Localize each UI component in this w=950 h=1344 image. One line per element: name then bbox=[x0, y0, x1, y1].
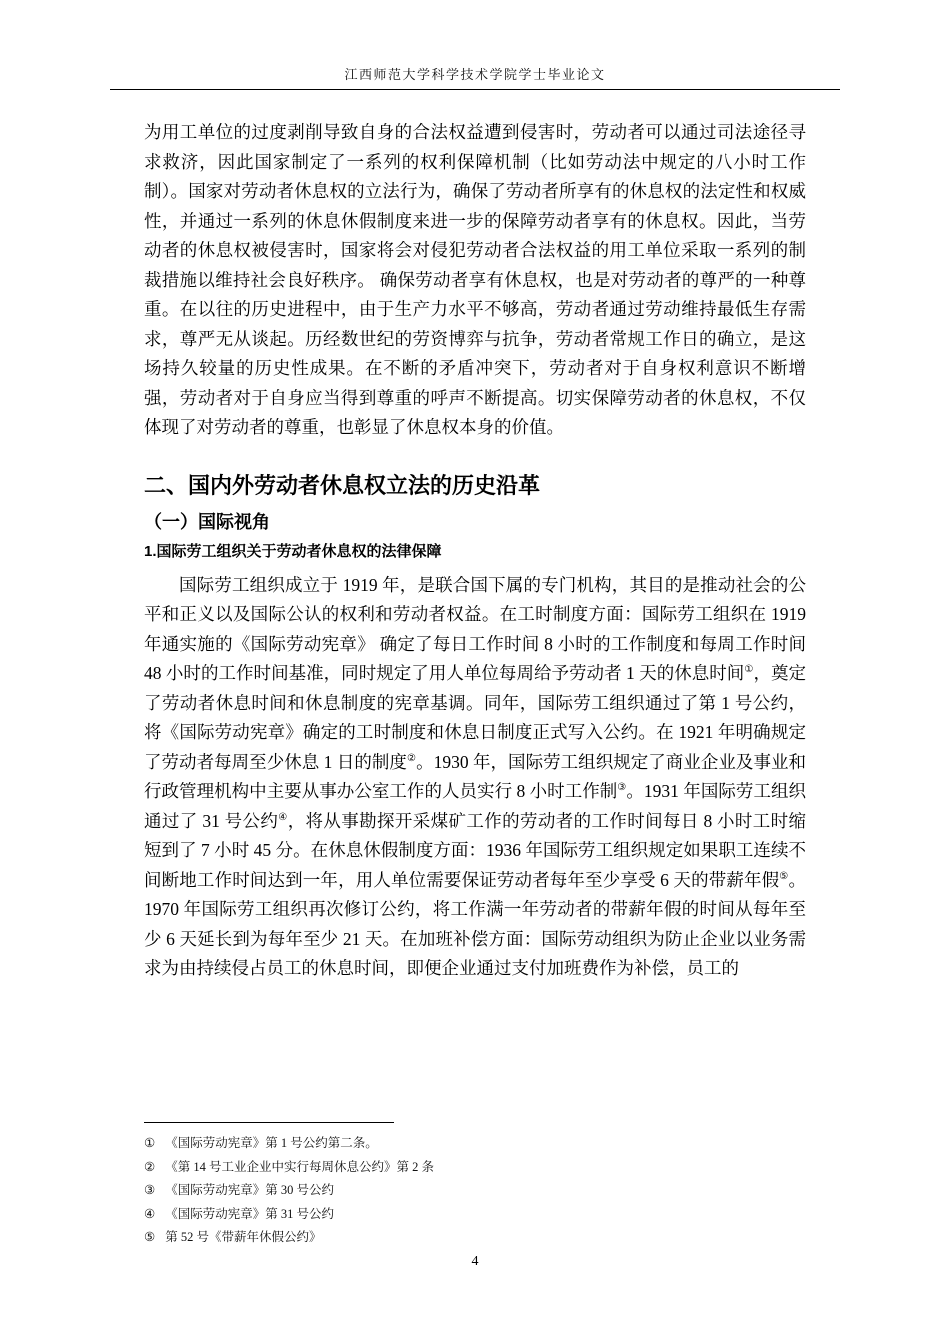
point-heading: 1.国际劳工组织关于劳动者休息权的法律保障 bbox=[144, 542, 442, 560]
page-content bbox=[144, 118, 806, 984]
section-heading: 二、国内外劳动者休息权立法的历史沿革 bbox=[144, 472, 541, 498]
body-paragraph-ilo: 国际劳工组织成立于 1919 年，是联合国下属的专门机构，其目的是推动社会的公平和正义以及国际公认的权利和劳动者权益。在工时制度方面：国际劳工组织在 1919 年通实施的《国际劳动宪章》 确定了每日工作时间 8 小时的工作制度和每周工作时间 48 小时的工作时间基准，同时规定了用人单位每周给予劳动者 1 天的休息时间①，奠定了劳动者休息时间和休息制度的宪章基调。同年，国际劳工组织通过了第 1 号公约，将《国际劳动宪章》确定的工时制度和休息日制度正式写入公约。在 1921 年明确规定了劳动者每周至少休息 1 日的制度②。1930 年，国际劳工组织规定了商业企业及事业和行政管理机构中主要从事办公室工作的人员实行 8 小时工作制③。1931 年国际劳工组织通过了 31 号公约④，将从事勘探开采煤矿工作的劳动者的工作时间每日 8 小时工时缩短到了 7 小时 45 分。在休息休假制度方面：1936 年国际劳工组织规定如果职工连续不间断地工作时间达到一年，用人单位需要保证劳动者每年至少享受 6 天的带薪年假⑤。1970 年国际劳工组织再次修订公约，将工作满一年劳动者的带薪年假的时间从每年至少 6 天延长到为每年至少 21 天。在加班补偿方面：国际劳动组织为防止企业以业务需求为由持续侵占员工的休息时间，即便企业通过支付加班费作为补偿，员工的 bbox=[144, 574, 807, 978]
header-rule bbox=[110, 89, 840, 90]
page-header bbox=[110, 0, 840, 90]
footnote-marker: ① bbox=[144, 1136, 156, 1150]
header-title: 江西师范大学科学技术学院学士毕业论文 bbox=[344, 67, 606, 82]
footnote-item bbox=[144, 1203, 806, 1227]
footnote-text: 第 52 号《带薪年休假公约》 bbox=[165, 1230, 322, 1244]
footnote-item bbox=[144, 1156, 806, 1180]
footnote-item bbox=[144, 1226, 806, 1250]
footnote-separator-rule bbox=[144, 1122, 394, 1123]
subsection-heading: （一）国际视角 bbox=[144, 511, 270, 532]
footnote-text: 《国际劳动宪章》第 1 号公约第二条。 bbox=[165, 1136, 378, 1150]
footnote-marker: ③ bbox=[144, 1183, 156, 1197]
footnote-marker: ④ bbox=[144, 1206, 156, 1221]
footnote-text: 《第 14 号工业企业中实行每周休息公约》第 2 条 bbox=[165, 1159, 434, 1174]
footnotes-section bbox=[144, 1122, 806, 1250]
footnote-text: 《国际劳动宪章》第 31 号公约 bbox=[165, 1206, 334, 1221]
page-number: 4 bbox=[471, 1254, 479, 1269]
body-paragraph-continuation: 为用工单位的过度剥削导致自身的合法权益遭到侵害时，劳动者可以通过司法途径寻求救济，因此国家制定了一系列的权利保障机制（比如劳动法中规定的八小时工作制）。国家对劳动者休息权的立法行为，确保了劳动者所享有的休息权的法定性和权威性，并通过一系列的休息休假制度来进一步的保障劳动者享有的休息权。因此，当劳动者的休息权被侵害时，国家将会对侵犯劳动者合法权益的用工单位采取一系列的制裁措施以维持社会良好秩序。 确保劳动者享有休息权，也是对劳动者的尊严的一种尊重。在以往的历史进程中，由于生产力水平不够高，劳动者通过劳动维持最低生存需求，尊严无从谈起。历经数世纪的劳资博弈与抗争，劳动者常规工作日的确立，是这场持久较量的历史性成果。在不断的矛盾冲突下，劳动者对于自身权利意识不断增强，劳动者对于自身应当得到尊重的呼声不断提高。切实保障劳动者的休息权，不仅体现了对劳动者的尊重，也彰显了休息权本身的价值。 bbox=[144, 122, 806, 437]
footnote-item bbox=[144, 1179, 806, 1203]
footnote-item bbox=[144, 1132, 806, 1156]
footnote-marker: ② bbox=[144, 1159, 156, 1174]
footnote-marker: ⑤ bbox=[144, 1230, 156, 1244]
footnote-text: 《国际劳动宪章》第 30 号公约 bbox=[165, 1183, 334, 1197]
